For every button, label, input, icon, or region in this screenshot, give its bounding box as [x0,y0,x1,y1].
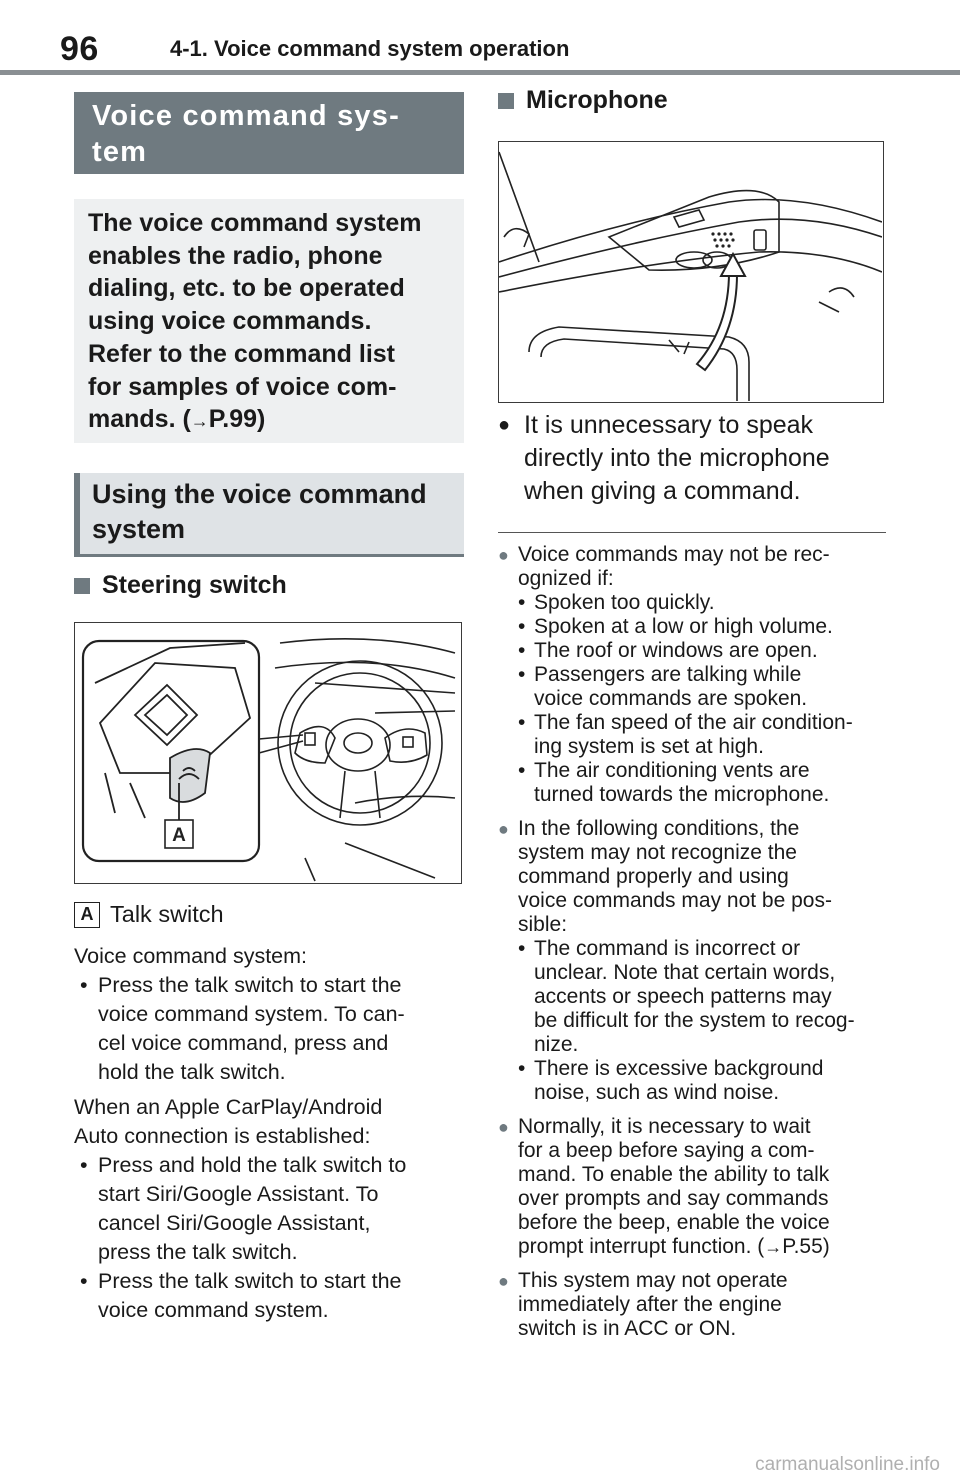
bullet-dot-icon: • [74,1269,88,1293]
note-sub-line: turned towards the microphone. [534,783,830,806]
list-line: start Siri/Google Assistant. To [98,1182,379,1206]
page-number: 96 [60,30,99,68]
list-line: voice command system. [98,1298,329,1322]
note-last-suffix: ) [822,1235,830,1258]
note-sub-line: Passengers are talking while [534,663,802,686]
note-bullet-icon: ● [498,1117,509,1137]
list-line: voice command system. To can- [98,1002,405,1026]
note-sub-line: nize. [534,1033,579,1056]
note-line: Voice commands may not be rec- [518,543,830,566]
note-sub-line: The air conditioning vents are [534,759,810,782]
note-line: system may not recognize the [518,841,797,864]
note-line: Normally, it is necessary to wait [518,1115,811,1138]
square-bullet-icon [74,578,90,594]
bullet-dot-icon: • [74,973,88,997]
note-sub-line: There is excessive background [534,1057,824,1080]
big-bullet-line: directly into the microphone [524,444,830,472]
note-sub-line: unclear. Note that certain words, [534,961,836,984]
section-title-line2: tem [92,136,148,168]
bullet-dot-icon: • [74,1153,88,1177]
big-bullet-line: when giving a command. [524,477,801,505]
list-line: Press the talk switch to start the [98,973,402,997]
note-line: ognized if: [518,567,614,590]
microphone-heading-text: Microphone [526,86,668,114]
note-item [498,1115,886,1259]
microphone-illustration [499,142,882,401]
figure-callout-label: A [172,825,186,846]
subheading-line1: Using the voice command [92,479,427,509]
note-item [498,1269,886,1341]
page-ref-link[interactable]: P.55 [782,1235,823,1258]
section-title-line1: Voice command sys- [92,100,400,132]
note-sub-item: • The fan speed of the air condition- ing system is set at high. [518,711,853,758]
intro-line: using voice commands. [88,307,372,336]
page-ref-arrow-icon: → [764,1237,783,1257]
big-bullet-line: It is unnecessary to speak [524,411,814,439]
filled-circle-bullet-icon: ● [498,414,511,436]
note-sub-item: • The command is incorrect or unclear. Note that certain words, accents or speech patterns may be difficult for the system to recog- nize. [518,937,855,1056]
list-line: hold the talk switch. [98,1060,286,1084]
section-title: 4-1. Voice command system operation [170,36,570,61]
paragraph-intro: Auto connection is established: [74,1124,371,1148]
steering-switch-heading-text: Steering switch [102,571,287,599]
left-column [74,92,464,1325]
intro-line: Refer to the command list [88,339,395,368]
note-line: In the following conditions, the [518,817,800,840]
note-sub-line: ing system is set at high. [534,735,764,758]
note-line: before the beep, enable the voice [518,1211,830,1234]
right-column [498,86,886,1341]
note-bullet-icon: ● [498,819,509,839]
microphone-figure [498,141,884,403]
list-line: cancel Siri/Google Assistant, [98,1211,371,1235]
intro-line: The voice command system [88,209,422,237]
note-line: for a beep before saying a com- [518,1139,815,1162]
note-sub-line: voice commands are spoken. [534,687,808,710]
intro-last-suffix: ) [257,405,266,434]
caption-label-box: A [74,902,100,928]
figure-caption [74,901,464,928]
note-sub-line: Spoken too quickly. [534,591,715,614]
paragraph-intro: When an Apple CarPlay/Android [74,1095,383,1119]
note-last-prefix: prompt interrupt function. ( [518,1235,765,1258]
square-bullet-icon [498,93,514,109]
note-sub-line: accents or speech patterns may [534,985,832,1008]
list-line: press the talk switch. [98,1240,298,1264]
note-sub-line: The roof or windows are open. [534,639,818,662]
notes-divider [498,532,886,533]
note-bullet-icon: ● [498,545,509,565]
note-line: over prompts and say commands [518,1187,829,1210]
note-sub-item: • There is excessive background noise, such as wind noise. [518,1057,824,1104]
note-line: sible: [518,913,568,936]
list-line: cel voice command, press and [98,1031,389,1055]
note-line: voice commands may not be pos- [518,889,832,912]
watermark: carmanualsonline.info [755,1454,940,1475]
note-line: immediately after the engine [518,1293,782,1316]
intro-line [88,403,450,438]
subheading-box [74,473,464,557]
note-line: command properly and using [518,865,789,888]
list-line: Press the talk switch to start the [98,1269,402,1293]
note-line: mand. To enable the ability to talk [518,1163,830,1186]
note-sub-line: be difficult for the system to recog- [534,1009,855,1032]
intro-line: for samples of voice com- [88,372,397,401]
note-sub-item: • The air conditioning vents are turned towards the microphone. [518,759,830,806]
section-title-box [74,92,464,174]
note-sub-line: The fan speed of the air condition- [534,711,853,734]
note-sub-line: The command is incorrect or [534,937,801,960]
note-line [518,1235,830,1259]
steering-switch-figure [74,622,462,884]
list-item [74,971,464,1087]
paragraph-intro: Voice command system: [74,944,308,968]
list-line: Press and hold the talk switch to [98,1153,407,1177]
intro-line: dialing, etc. to be operated [88,274,405,303]
note-sub-item: • Spoken too quickly. [518,591,715,614]
note-bullet-icon: ● [498,1271,509,1291]
note-line: switch is in ACC or ON. [518,1317,737,1340]
caption-text: Talk switch [110,901,224,927]
carplay-paragraph [74,1093,464,1325]
page-ref-link[interactable]: P.99 [208,405,258,434]
note-sub-item: • Passengers are talking while voice commands are spoken. [518,663,808,710]
intro-last-prefix: mands. ( [88,405,191,434]
note-item [498,817,886,1105]
list-item [74,1151,464,1267]
note-line: This system may not operate [518,1269,788,1292]
microphone-heading [498,86,886,115]
note-sub-line: noise, such as wind noise. [534,1081,780,1104]
intro-line: enables the radio, phone [88,241,383,270]
page-ref-arrow-icon: → [190,411,209,432]
note-sub-line: Spoken at a low or high volume. [534,615,833,638]
steering-switch-heading [74,571,464,600]
list-item [74,1267,464,1325]
note-sub-item: • The roof or windows are open. [518,639,818,662]
header-rule [0,70,960,75]
note-sub-item: • Spoken at a low or high volume. [518,615,833,638]
steering-wheel-illustration [75,623,460,882]
subheading-line2: system [92,514,186,544]
intro-panel [74,199,464,443]
big-bullet-item [498,409,886,508]
voice-command-paragraph [74,942,464,1087]
note-item [498,543,886,807]
